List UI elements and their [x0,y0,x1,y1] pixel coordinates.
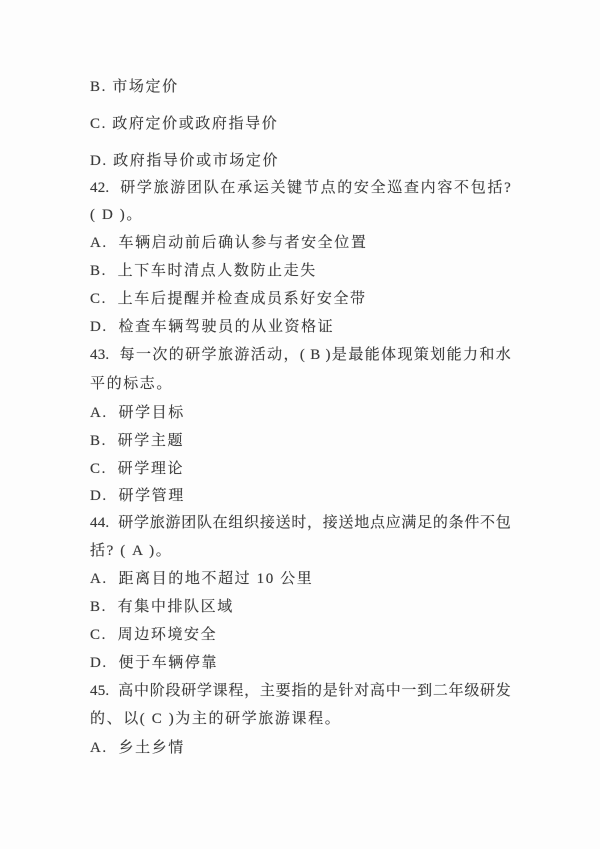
question-line-43-cont: 平的标志。 [90,376,174,392]
question-line-43: 43. 每一次的研学旅游活动，( B )是最能体现策划能力和水 [90,347,511,363]
question-line-45: 45. 高中阶段研学课程，主要指的是针对高中一到二年级研发 [90,683,511,699]
question-line-44: 44. 研学旅游团队在组织接送时，接送地点应满足的条件不包 [90,515,511,531]
option-line-44-D: D. 便于车辆停靠 [90,655,219,671]
option-line-41-D: D. 政府指导价或市场定价 [90,153,280,169]
option-line-42-A: A. 车辆启动前后确认参与者安全位置 [90,235,368,251]
option-line-41-C: C. 政府定价或政府指导价 [90,116,279,132]
question-line-44-cont: 括? ( A )。 [90,543,173,559]
option-line-44-C: C. 周边环境安全 [90,627,218,643]
option-line-44-A: A. 距离目的地不超过 10 公里 [90,571,314,587]
question-line-45-cont: 的、以( C )为主的研学旅游课程。 [90,711,342,727]
option-line-45-A: A. 乡土乡情 [90,740,185,756]
option-line-44-B: B. 有集中排队区域 [90,599,234,615]
option-line-43-D: D. 研学管理 [90,488,185,504]
option-line-42-D: D. 检查车辆驾驶员的从业资格证 [90,319,335,335]
question-line-42-answer: ( D )。 [90,207,143,223]
option-line-41-B: B. 市场定价 [90,79,179,95]
option-line-42-C: C. 上车后提醒并检查成员系好安全带 [90,291,367,307]
option-line-43-A: A. 研学目标 [90,405,185,421]
option-line-42-B: B. 上下车时清点人数防止走失 [90,263,317,279]
option-line-43-B: B. 研学主题 [90,433,185,449]
question-line-42: 42. 研学旅游团队在承运关键节点的安全巡查内容不包括? [90,180,511,196]
option-line-43-C: C. 研学理论 [90,461,185,477]
